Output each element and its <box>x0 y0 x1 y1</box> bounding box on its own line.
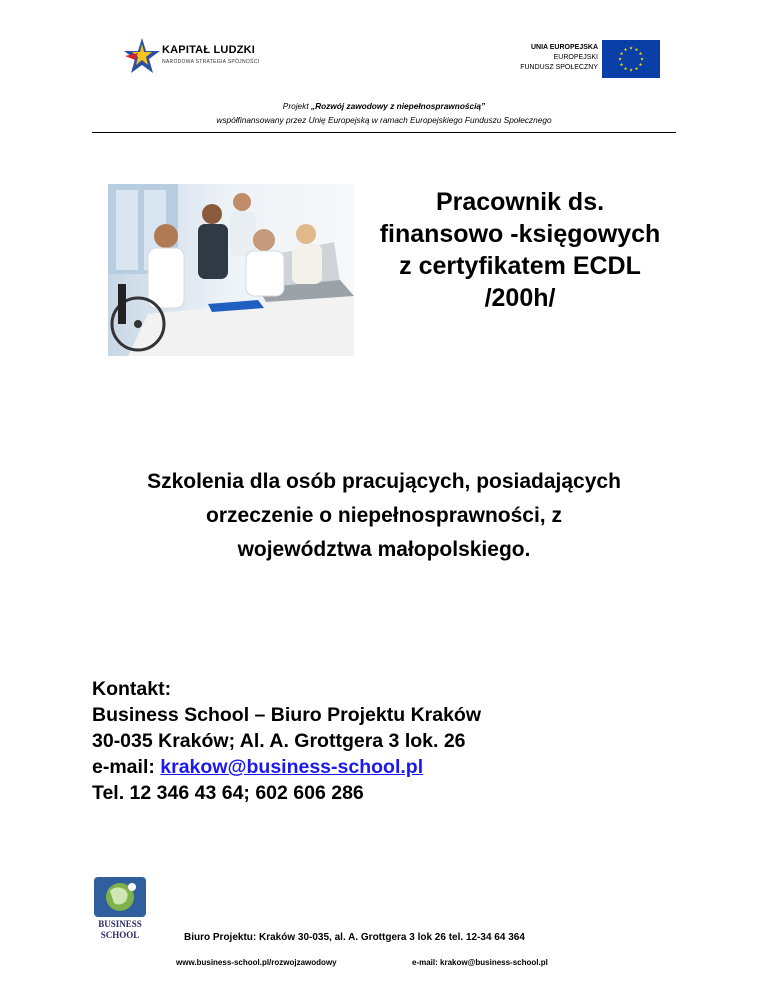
kapital-ludzki-title: KAPITAŁ LUDZKI <box>162 44 256 56</box>
course-title <box>360 186 680 314</box>
course-title-line1: Pracownik ds. <box>435 188 605 216</box>
eu-star-icon: ★ <box>634 66 639 72</box>
project-line <box>0 101 768 111</box>
footer-office: Biuro Projektu: Kraków 30-035, al. A. Grottgera 3 lok 26 tel. 12-34 64 364 <box>184 932 525 943</box>
training-line1: Szkolenia dla osób pracujących, posiadających <box>147 470 621 493</box>
training-line3: województwa małopolskiego. <box>237 538 531 561</box>
contact-email-row <box>92 754 692 780</box>
course-title-line2: finansowo -księgowych <box>379 220 661 248</box>
eu-star-icon: ★ <box>628 67 634 73</box>
business-school-logo-line2: SCHOOL <box>100 930 140 940</box>
kapital-ludzki-subtitle: NARODOWA STRATEGIA SPÓJNOŚCI <box>162 59 260 65</box>
business-school-logo-line1: BUSINESS <box>98 919 142 929</box>
footer-email[interactable]: e-mail: krakow@business-school.pl <box>412 958 548 967</box>
kapital-ludzki-logo <box>122 30 272 84</box>
eu-star-icon: ★ <box>619 62 624 67</box>
course-title-line4: /200h/ <box>484 284 556 312</box>
contact-org: Business School – Biuro Projektu Kraków <box>92 704 482 726</box>
contact-block <box>92 676 692 806</box>
eu-logo <box>508 40 660 80</box>
eu-line3: FUNDUSZ SPOŁECZNY <box>520 64 598 71</box>
eu-star-icon: ★ <box>623 66 628 72</box>
project-name: „Rozwój zawodowy z niepełnosprawnością” <box>310 101 486 111</box>
project-prefix: Projekt <box>282 101 311 111</box>
contact-email-label: e-mail: <box>92 756 161 778</box>
eu-star-icon: ★ <box>628 45 634 51</box>
eu-star-icon: ★ <box>638 62 643 67</box>
contact-phone: Tel. 12 346 43 64; 602 606 286 <box>92 782 364 804</box>
training-description <box>80 465 688 567</box>
eu-line1: UNIA EUROPEJSKA <box>530 44 598 51</box>
kapital-ludzki-star-icon <box>122 36 162 76</box>
contact-email-link[interactable]: krakow@business-school.pl <box>160 756 424 778</box>
office-team-photo <box>108 184 354 356</box>
header-divider <box>92 132 676 133</box>
eu-star-icon: ★ <box>638 51 643 56</box>
business-school-logo <box>92 877 148 943</box>
eu-star-icon: ★ <box>639 56 645 62</box>
contact-heading: Kontakt: <box>92 678 172 700</box>
eu-star-icon: ★ <box>617 56 623 62</box>
footer-www[interactable]: www.business-school.pl/rozwojzawodowy <box>176 958 337 967</box>
eu-flag-icon <box>602 40 660 78</box>
eu-star-icon: ★ <box>623 46 628 52</box>
eu-star-icon: ★ <box>619 51 624 56</box>
eu-star-icon: ★ <box>634 46 639 52</box>
cofinanced-line: współfinansowany przez Unię Europejską w ramach Europejskiego Funduszu Społecznego <box>216 115 552 125</box>
course-title-line3: z certyfikatem ECDL <box>399 252 641 280</box>
training-line2: orzeczenie o niepełnosprawności, z <box>206 504 562 527</box>
eu-line2: EUROPEJSKI <box>553 54 598 61</box>
contact-address: 30-035 Kraków; Al. A. Grottgera 3 lok. 26 <box>92 730 466 752</box>
